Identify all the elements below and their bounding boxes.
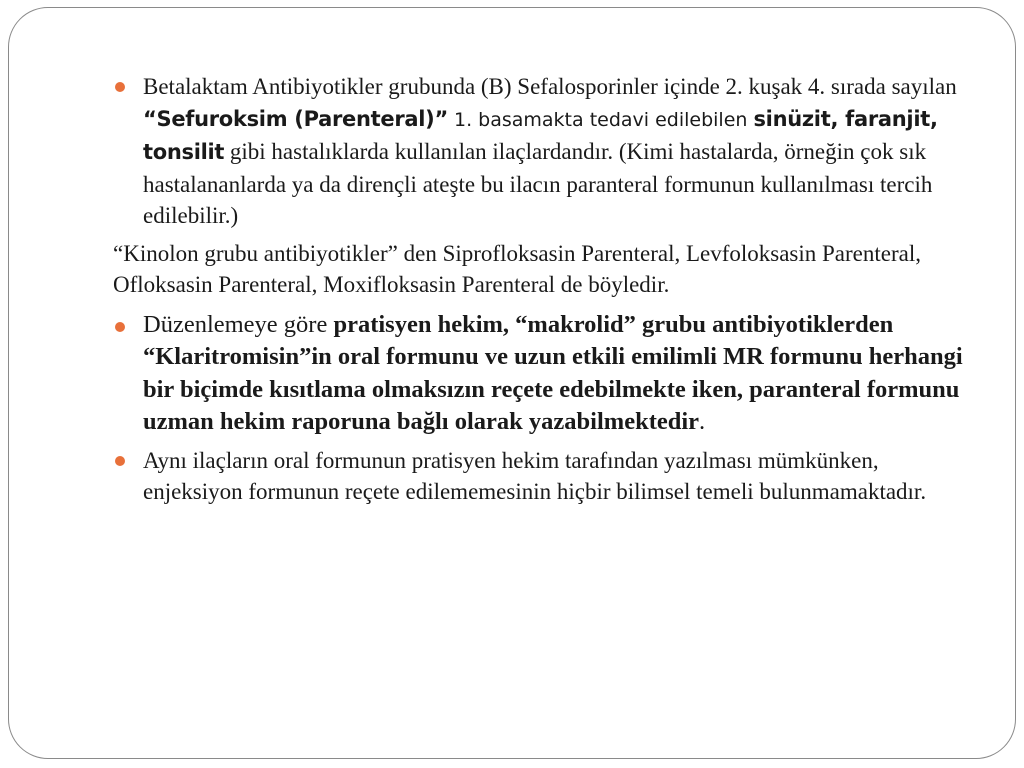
- para3-bold-text: pratisyen hekim, “makrolid” grubu antibiyotiklerden “Klaritromisin”in oral formunu ve uzun etkili emilimli MR formunu herhangi bir biçimde kısıtlama olmaksızın reçete edebilmekte iken, paranteral formunu uzman hekim raporuna bağlı olarak yazabilmektedir: [143, 310, 963, 435]
- para1-diseases: sinüzit, faranjit, tonsilit: [143, 106, 938, 164]
- para4-text: Aynı ilaçların oral formunun pratisyen hekim tarafından yazılması mümkünken, enjeksiyon formunun reçete edilememesinin hiçbir bilimsel temeli bulunmamaktadır.: [143, 447, 927, 504]
- para1-drug-name: “Sefuroksim (Parenteral)”: [143, 106, 448, 131]
- para3-text-c: .: [699, 408, 706, 435]
- bullet-dot-icon: [115, 82, 125, 92]
- paragraph-ayni-ilaclar: [107, 445, 977, 508]
- para3-text-a: Düzenlemeye göre: [143, 310, 334, 338]
- bullet-dot-icon: [115, 322, 125, 332]
- slide-content: [107, 71, 977, 508]
- para2-text: “Kinolon grubu antibiyotikler” den Siprofloksasin Parenteral, Levfoloksasin Parenteral, Ofloksasin Parenteral, Moxifloksasin Parenteral de böyledir.: [113, 240, 921, 297]
- para1-text-a: Betalaktam Antibiyotikler grubunda (B) Sefalosporinler içinde 2. kuşak 4. sırada sayılan: [143, 74, 957, 99]
- para1-text-c: 1. basamakta tedavi edilebilen: [447, 108, 754, 131]
- paragraph-duzenleme: [107, 309, 977, 439]
- paragraph-sefuroksim: [107, 71, 977, 232]
- paragraph-kinolon: [107, 238, 977, 301]
- para1-text-e: gibi hastalıklarda kullanılan ilaçlardandır. (Kimi hastalarda, örneğin çok sık hastalananlarda ya da dirençli ateşte bu ilacın paranteral formunun kullanılması tercih edilebilir.): [143, 139, 933, 228]
- bullet-dot-icon: [115, 456, 125, 466]
